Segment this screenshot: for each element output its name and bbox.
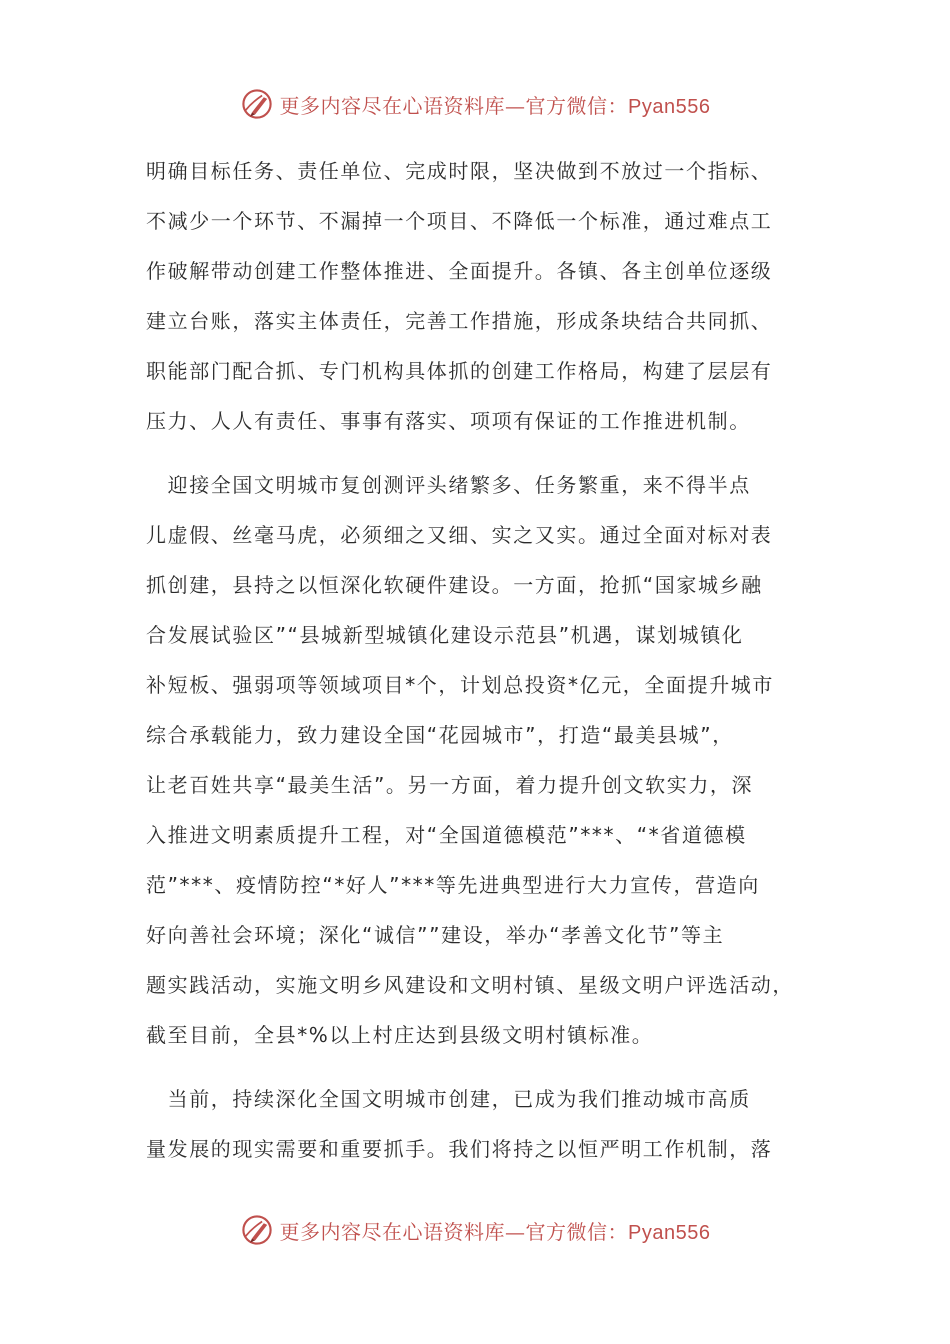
text-line: 综合承载能力，致力建设全国“花园城市”，打造“最美县城”， [146, 723, 734, 747]
text-line: 职能部门配合抓、专门机构具体抓的创建工作格局，构建了层层有 [146, 359, 773, 383]
text-line: 作破解带动创建工作整体推进、全面提升。各镇、各主创单位逐级 [146, 259, 773, 283]
text-line: 迎接全国文明城市复创测评头绪繁多、任务繁重，来不得半点 [146, 473, 751, 497]
watermark-label: 官方微信： [525, 93, 629, 118]
watermark-text [280, 90, 711, 119]
watermark-wechat-id: Pyan556 [628, 1221, 711, 1244]
watermark-main: 更多内容尽在心语资料库 [279, 1219, 506, 1244]
watermark-text [280, 1216, 711, 1245]
text-line: 补短板、强弱项等领域项目*个，计划总投资*亿元，全面提升城市 [146, 673, 774, 697]
watermark-wechat-id: Pyan556 [628, 95, 711, 118]
text-line: 让老百姓共享“最美生活”。另一方面，着力提升创文软实力，深 [146, 773, 754, 797]
watermark-label: 官方微信： [525, 1219, 629, 1244]
text-line: 建立台账，落实主体责任，完善工作措施，形成条块结合共同抓、 [146, 309, 773, 333]
text-line: 题实践活动，实施文明乡风建设和文明村镇、星级文明户评选活动， [146, 973, 794, 997]
text-line: 抓创建，县持之以恒深化软硬件建设。一方面，抢抓“国家城乡融 [146, 573, 763, 597]
paragraph-1 [146, 146, 811, 446]
watermark-footer [0, 1210, 950, 1250]
text-line: 范”***、疫情防控“*好人”***等先进典型进行大力宣传，营造向 [146, 873, 760, 897]
text-line: 截至目前，全县*%以上村庄达到县级文明村镇标准。 [146, 1023, 654, 1047]
paragraph-2 [146, 460, 811, 1060]
text-line: 不减少一个环节、不漏掉一个项目、不降低一个标准，通过难点工 [146, 209, 773, 233]
text-line: 合发展试验区”“县城新型城镇化建设示范县”机遇，谋划城镇化 [146, 623, 744, 647]
pen-logo-icon [240, 1213, 274, 1247]
text-line: 压力、人人有责任、事事有落实、项项有保证的工作推进机制。 [146, 409, 751, 433]
paragraph-3 [146, 1074, 811, 1174]
watermark-main: 更多内容尽在心语资料库 [279, 93, 506, 118]
watermark-separator: — [505, 93, 526, 118]
document-body [146, 146, 811, 1174]
watermark-header [0, 84, 950, 124]
text-line: 量发展的现实需要和重要抓手。我们将持之以恒严明工作机制，落 [146, 1137, 773, 1161]
text-line: 儿虚假、丝毫马虎，必须细之又细、实之又实。通过全面对标对表 [146, 523, 773, 547]
watermark-separator: — [505, 1219, 526, 1244]
text-line: 好向善社会环境；深化“诚信””建设，举办“孝善文化节”等主 [146, 923, 725, 947]
text-line: 明确目标任务、责任单位、完成时限，坚决做到不放过一个指标、 [146, 159, 773, 183]
pen-logo-icon [240, 87, 274, 121]
text-line: 当前，持续深化全国文明城市创建，已成为我们推动城市高质 [146, 1087, 751, 1111]
text-line: 入推进文明素质提升工程，对“全国道德模范”***、“*省道德模 [146, 823, 747, 847]
